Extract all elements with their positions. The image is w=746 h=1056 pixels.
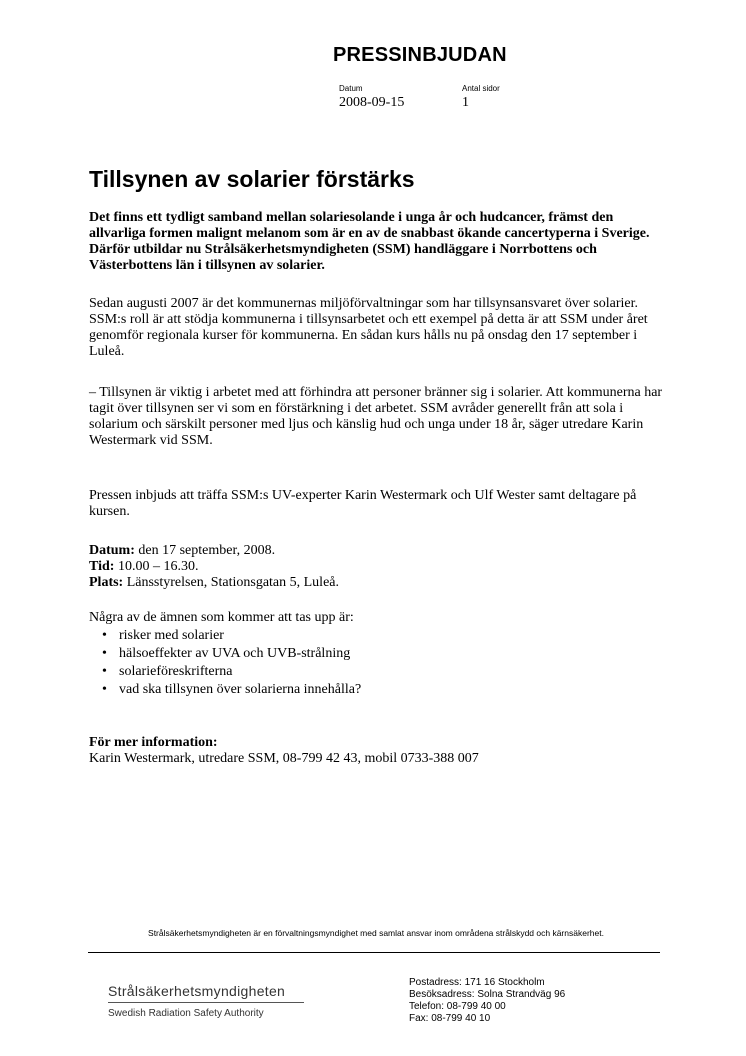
contact-heading: För mer information: (89, 735, 218, 750)
date-value: 2008-09-15 (339, 95, 405, 110)
invitation-paragraph: Pressen inbjuds att träffa SSM:s UV-experter Karin Westermark och Ulf Wester samt deltagare på kursen. (89, 488, 637, 519)
list-item: • hälsoeffekter av UVA och UVB-strålning (89, 645, 649, 663)
agency-logo-english: Swedish Radiation Safety Authority (108, 1008, 264, 1019)
contact-block (89, 735, 671, 767)
event-details (89, 543, 671, 591)
event-place-value: Länsstyrelsen, Stationsgatan 5, Luleå. (123, 575, 340, 590)
event-place-label: Plats: (89, 575, 124, 590)
event-date-line (89, 543, 671, 559)
event-time-line (89, 559, 671, 575)
list-item: • risker med solarier (89, 627, 649, 645)
lead-paragraph: Det finns ett tydligt samband mellan solariesolande i unga år och hudcancer, främst den allvarliga formen malignt melanom som är en av de snabbast ökande cancertyperna i Sverige. Därför utbildar nu Strålsäkerhetsmyndigheten (SSM) handläggare i Norrbottens och Västerbottens län i tillsynen av solarier. (89, 210, 650, 273)
event-time-label: Tid: (89, 559, 115, 574)
logo-divider (108, 1002, 304, 1003)
visiting-address: Besöksadress: Solna Strandväg 96 (409, 989, 566, 1000)
list-item: • vad ska tillsynen över solarierna innehålla? (89, 681, 649, 699)
list-item: • solarieföreskrifterna (89, 663, 649, 681)
pages-value: 1 (462, 95, 469, 110)
pages-label: Antal sidor (462, 84, 500, 93)
event-place-line (89, 575, 671, 591)
footer-note: Strålsäkerhetsmyndigheten är en förvaltningsmyndighet med samlat ansvar inom områdena strålskydd och kärnsäkerhet. (148, 928, 604, 938)
address-block (409, 977, 565, 1025)
postal-address: Postadress: 171 16 Stockholm (409, 977, 545, 988)
event-date-value: den 17 september, 2008. (134, 543, 276, 558)
footer-divider (88, 952, 660, 953)
fax-number: Fax: 08-799 40 10 (409, 1013, 491, 1024)
event-time-value: 10.00 – 16.30. (114, 559, 199, 574)
topics-list (89, 627, 649, 699)
topics-intro: Några av de ämnen som kommer att tas upp är: (89, 610, 354, 625)
contact-line: Karin Westermark, utredare SSM, 08-799 42 43, mobil 0733-388 007 (89, 751, 479, 766)
press-title: Tillsynen av solarier förstärks (89, 166, 415, 192)
document-type: PRESSINBJUDAN (333, 44, 507, 66)
body-paragraph-1: Sedan augusti 2007 är det kommunernas miljöförvaltningar som har tillsynsansvaret över solarier. SSM:s roll är att stödja kommunerna i tillsynsarbetet och ett exempel på detta är att SSM under året genomför regionala kurser för kommunerna. En sådan kurs hålls nu på onsdag den 17 september i Luleå. (89, 296, 648, 359)
phone-number: Telefon: 08-799 40 00 (409, 1001, 506, 1012)
agency-logo-name: Strålsäkerhetsmyndigheten (108, 983, 286, 999)
date-label: Datum (339, 84, 363, 93)
event-date-label: Datum: (89, 543, 135, 558)
body-paragraph-2: – Tillsynen är viktig i arbetet med att förhindra att personer bränner sig i solarier. Att kommunerna har tagit över tillsynen ser vi som en förstärkning i det arbetet. SSM avråder generellt från att sola i solarium och särskilt personer med ljus och känslig hud och unga under 18 år, säger utredare Karin Westermark vid SSM. (89, 385, 663, 448)
